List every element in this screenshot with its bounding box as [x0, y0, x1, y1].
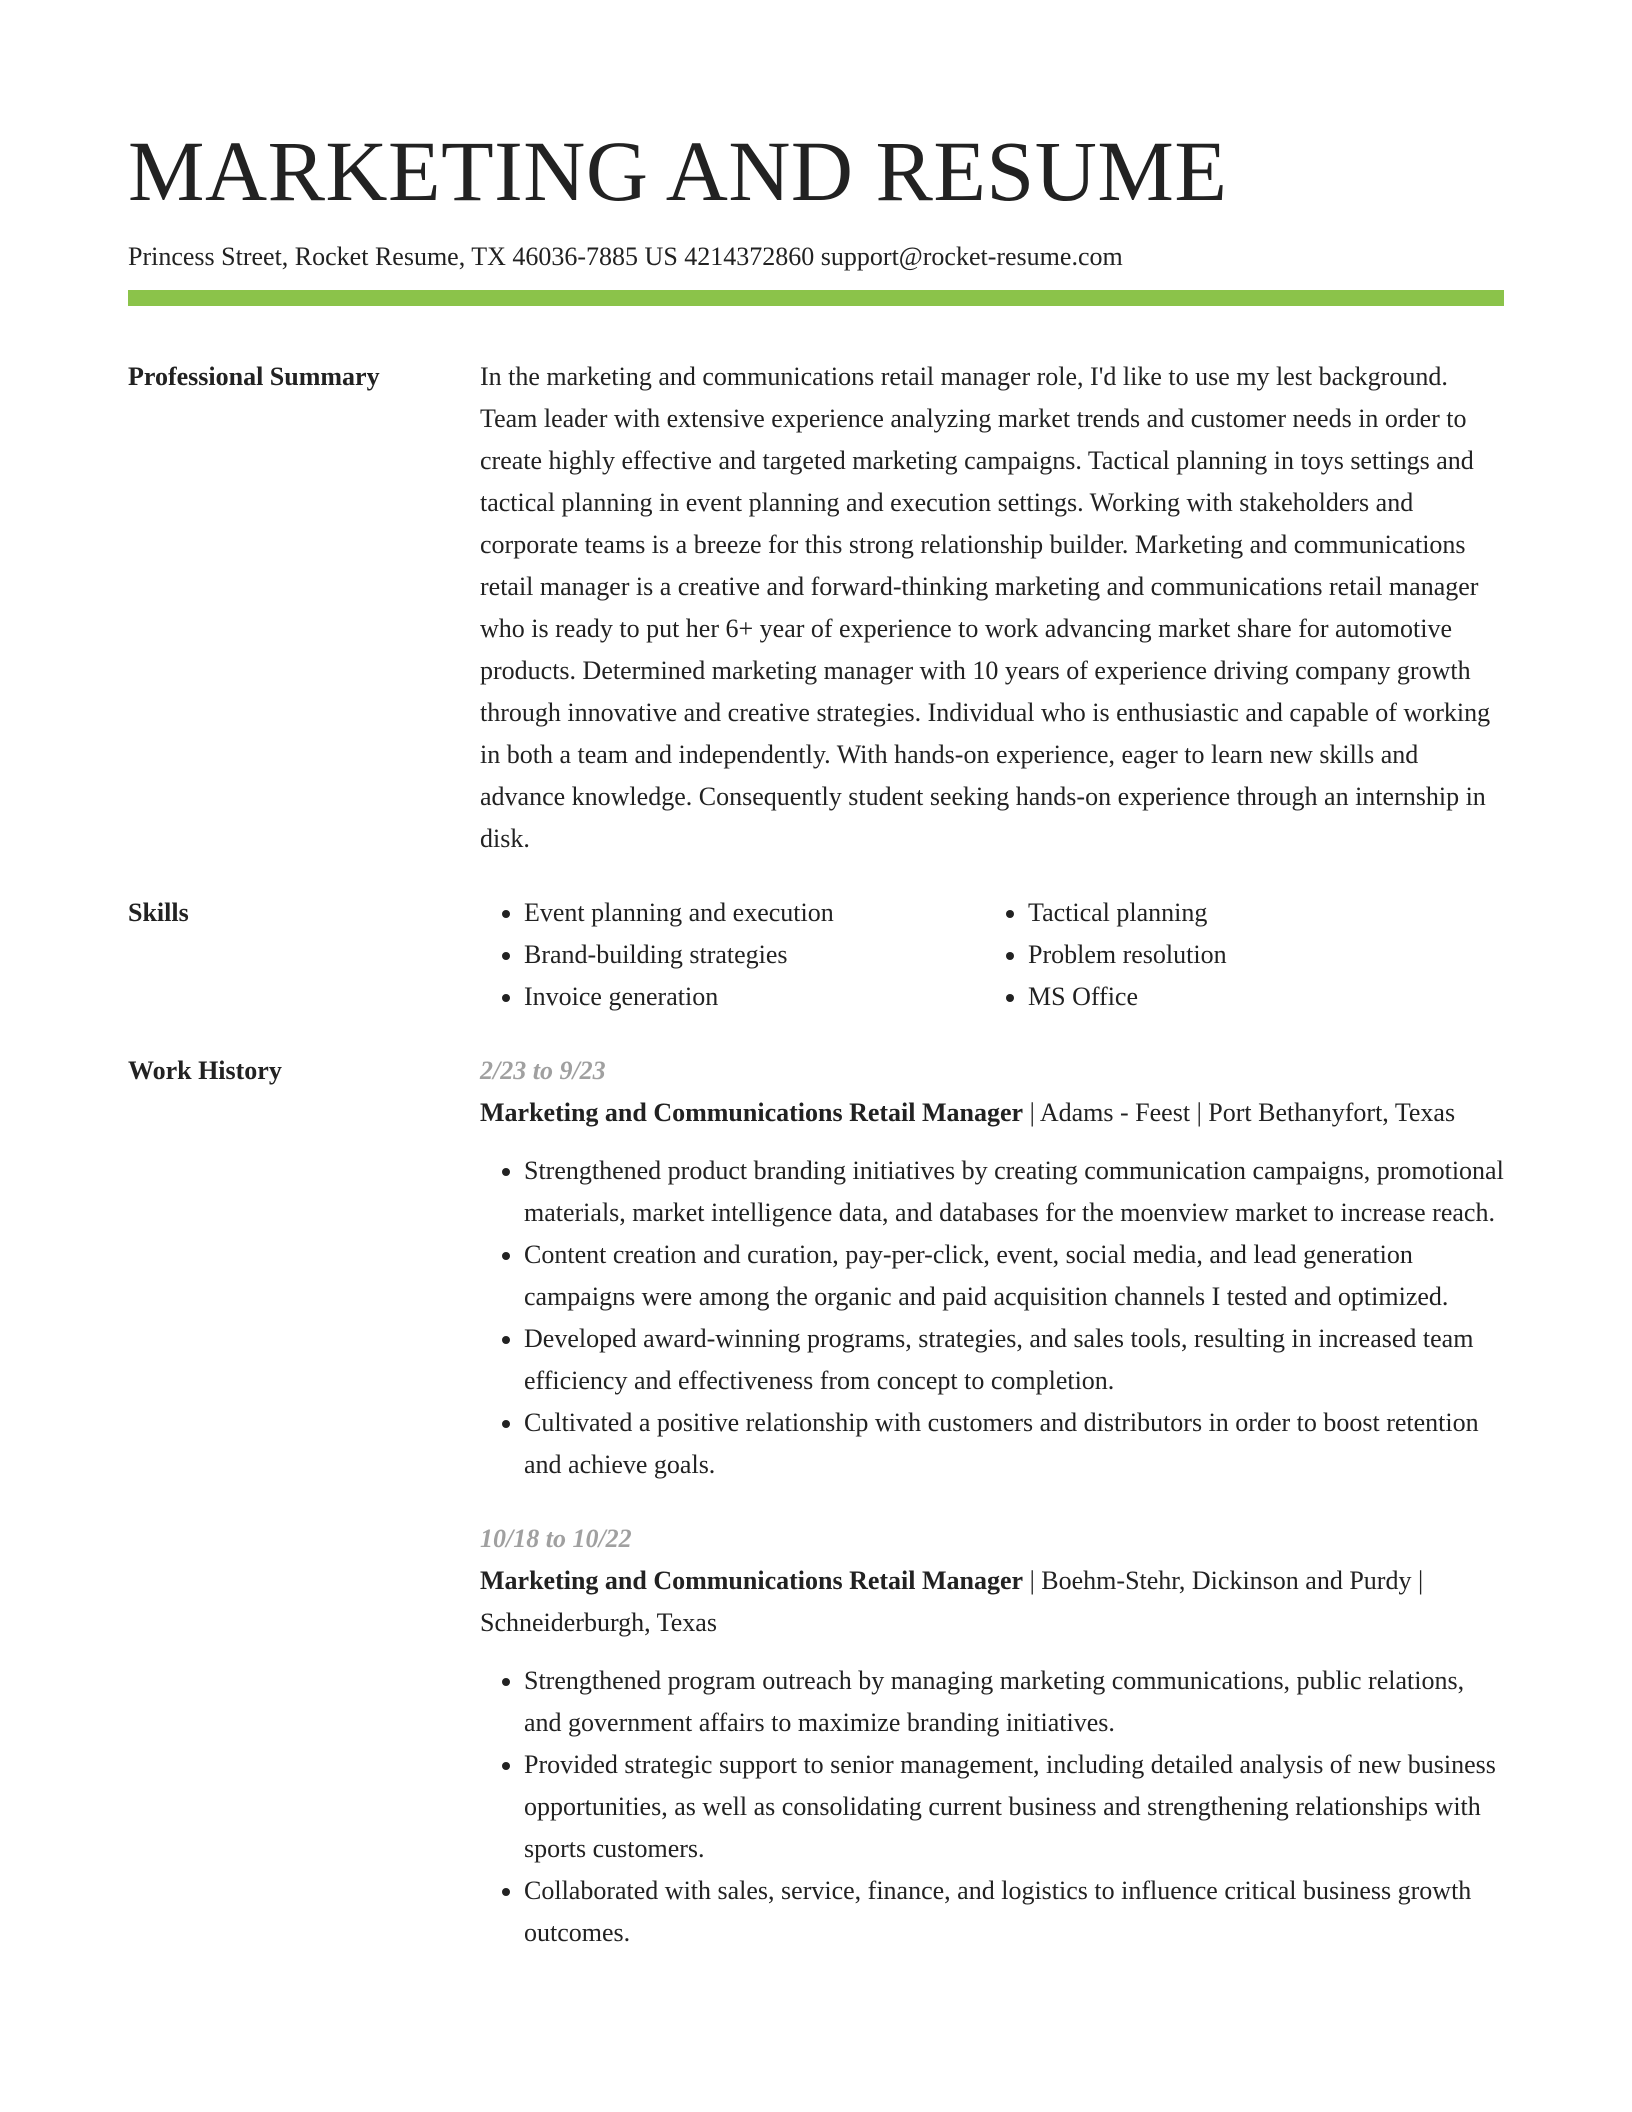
job-entry	[480, 1518, 1504, 1954]
job-title: Marketing and Communications Retail Manager	[480, 1566, 1024, 1595]
work-history-section	[128, 1050, 1504, 1954]
job-bullets	[480, 1660, 1504, 1954]
job-title: Marketing and Communications Retail Manager	[480, 1098, 1024, 1127]
job-employer-location: | Adams - Feest | Port Bethanyfort, Texas	[1023, 1098, 1456, 1127]
summary-section	[128, 356, 1504, 860]
work-history-heading: Work History	[128, 1056, 282, 1085]
skill-item: • Invoice generation	[524, 976, 984, 1018]
skill-item: • Problem resolution	[1028, 934, 1504, 976]
header-divider	[128, 290, 1504, 306]
job-bullets	[480, 1150, 1504, 1486]
skill-item: • Tactical planning	[1028, 892, 1504, 934]
job-bullet: • Strengthened product branding initiatives by creating communication campaigns, promotional materials, market intelligence data, and databases for the moenview market to increase reach.	[524, 1150, 1504, 1234]
job-employer-location: | Boehm-Stehr, Dickinson and Purdy | Schneiderburgh, Texas	[480, 1566, 1424, 1637]
job-bullet: • Provided strategic support to senior management, including detailed analysis of new business opportunities, as well as consolidating current business and strengthening relationships with sports customers.	[524, 1744, 1504, 1870]
job-heading	[480, 1092, 1504, 1134]
skills-section	[128, 892, 1504, 1018]
skills-grid	[480, 892, 1504, 1018]
skill-item: • Brand-building strategies	[524, 934, 984, 976]
summary-heading: Professional Summary	[128, 362, 380, 391]
job-bullet: • Collaborated with sales, service, finance, and logistics to influence critical business growth outcomes.	[524, 1870, 1504, 1954]
job-entry	[480, 1050, 1504, 1486]
job-bullet: • Cultivated a positive relationship with customers and distributors in order to boost retention and achieve goals.	[524, 1402, 1504, 1486]
job-bullet: • Developed award-winning programs, strategies, and sales tools, resulting in increased team efficiency and effectiveness from concept to completion.	[524, 1318, 1504, 1402]
skills-heading: Skills	[128, 898, 189, 927]
skills-column-left	[480, 892, 984, 1018]
job-bullet: • Content creation and curation, pay-per-click, event, social media, and lead generation campaigns were among the organic and paid acquisition channels I tested and optimized.	[524, 1234, 1504, 1318]
skill-item: • Event planning and execution	[524, 892, 984, 934]
job-bullet: • Strengthened program outreach by managing marketing communications, public relations, and government affairs to maximize branding initiatives.	[524, 1660, 1504, 1744]
job-dates: 10/18 to 10/22	[480, 1524, 632, 1553]
work-history-list	[480, 1050, 1504, 1954]
resume-title: MARKETING AND RESUME	[128, 123, 1228, 219]
skills-column-right	[984, 892, 1504, 1018]
job-dates: 2/23 to 9/23	[480, 1056, 606, 1085]
job-heading	[480, 1560, 1504, 1644]
skill-item: • MS Office	[1028, 976, 1504, 1018]
contact-line: Princess Street, Rocket Resume, TX 46036-7885 US 4214372860 support@rocket-resume.com	[128, 242, 1123, 271]
summary-text: In the marketing and communications retail manager role, I'd like to use my lest background. Team leader with extensive experience analyzing market trends and customer needs in order to create highly effective and targeted marketing campaigns. Tactical planning in toys settings and tactical planning in event planning and execution settings. Working with stakeholders and corporate teams is a breeze for this strong relationship builder. Marketing and communications retail manager is a creative and forward-thinking marketing and communications retail manager who is ready to put her 6+ year of experience to work advancing market share for automotive products. Determined marketing manager with 10 years of experience driving company growth through innovative and creative strategies. Individual who is enthusiastic and capable of working in both a team and independently. With hands-on experience, eager to learn new skills and advance knowledge. Consequently student seeking hands-on experience through an internship in disk.	[480, 362, 1491, 853]
